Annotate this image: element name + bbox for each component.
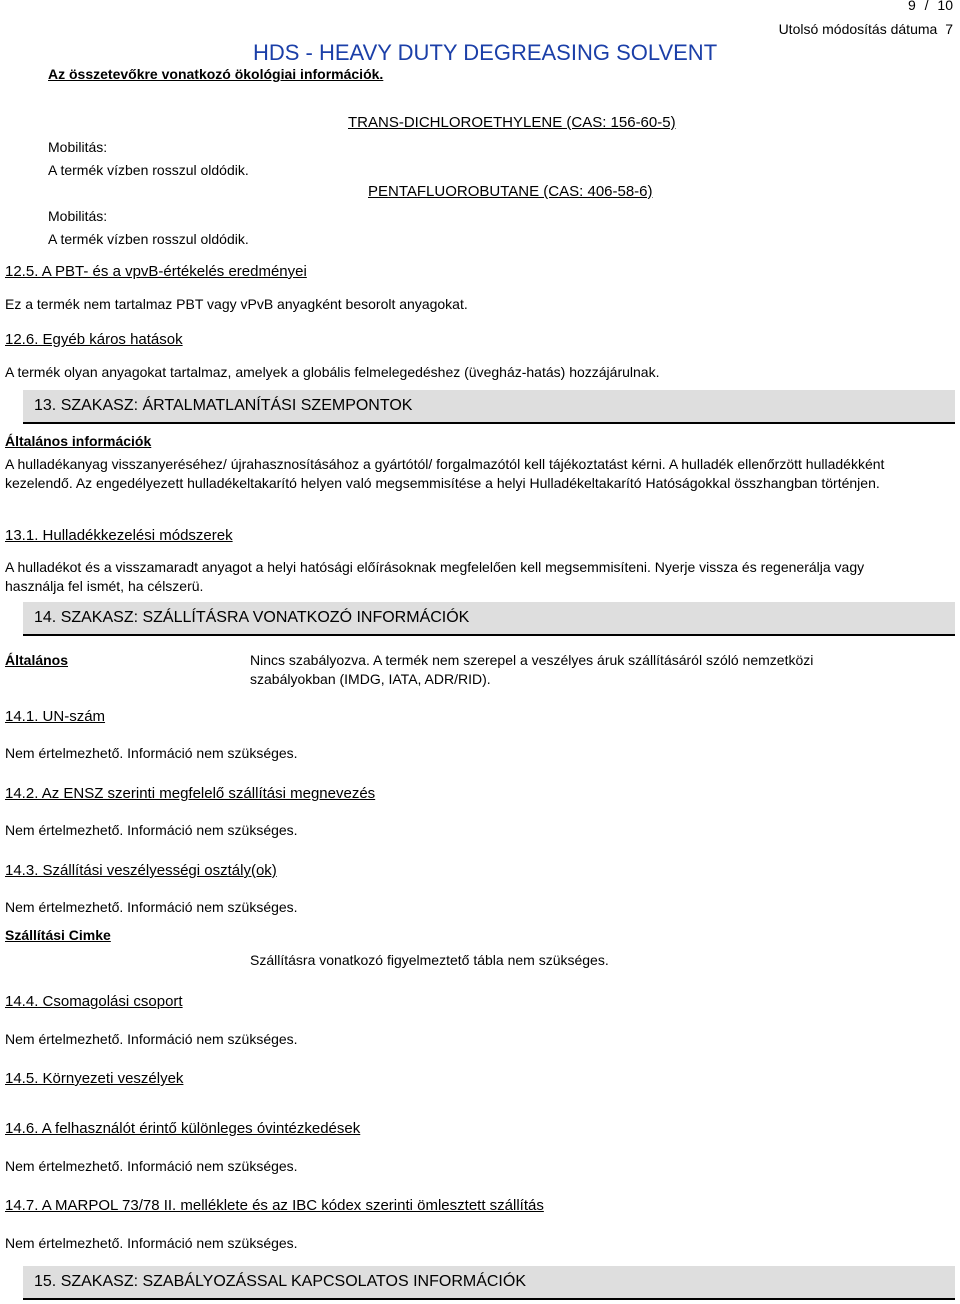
section-12-6-text: A termék olyan anyagokat tartalmaz, amelyek a globális felmelegedéshez (üvegház-hatás) hozzájárulnak. [5, 364, 660, 380]
general-info-heading: Általános információk [5, 433, 152, 449]
section-14-6-heading: 14.6. A felhasználót érintő különleges óvintézkedések [5, 1120, 361, 1137]
mobility-2-text: A termék vízben rosszul oldódik. [48, 231, 249, 247]
section-13-band [23, 390, 955, 424]
section-12-5-text: Ez a termék nem tartalmaz PBT vagy vPvB anyagként besorolt anyagokat. [5, 296, 468, 312]
transport-general-label: Általános [5, 652, 69, 668]
section-13-1-heading: 13.1. Hulladékkezelési módszerek [5, 527, 233, 544]
transport-label-heading: Szállítási Cimke [5, 927, 111, 943]
section-14-3-text: Nem értelmezhető. Információ nem szükséges. [5, 899, 298, 915]
section-14-7-heading: 14.7. A MARPOL 73/78 II. melléklete és az IBC kódex szerinti ömlesztett szállítás [5, 1197, 544, 1214]
revision-date [779, 21, 953, 37]
section-14-1-heading: 14.1. UN-szám [5, 708, 106, 725]
page-separator: / [924, 0, 929, 13]
revision-date-label: Utolsó módosítás dátuma [778, 21, 938, 37]
section-14-4-text: Nem értelmezhető. Információ nem szükséges. [5, 1031, 298, 1047]
substance-1-name: TRANS-DICHLOROETHYLENE (CAS: 156-60-5) [348, 114, 676, 131]
section-14-5-heading: 14.5. Környezeti veszélyek [5, 1070, 184, 1087]
section-13-title: 13. SZAKASZ: ÁRTALMATLANÍTÁSI SZEMPONTOK [34, 397, 413, 414]
section-14-4-heading: 14.4. Csomagolási csoport [5, 993, 183, 1010]
eco-components-heading: Az összetevőkre vonatkozó ökológiai információk. [48, 66, 384, 82]
section-14-band [23, 602, 955, 636]
page-number [908, 0, 953, 13]
page-total: 10 [937, 0, 953, 13]
page-current: 9 [907, 0, 916, 13]
transport-general-text: Nincs szabályozva. A termék nem szerepel a veszélyes áruk szállításáról szóló nemzetközi szabályokban (IMDG, IATA, ADR/RID). [250, 652, 814, 687]
transport-label-text: Szállításra vonatkozó figyelmeztető tábla nem szükséges. [250, 952, 609, 968]
section-14-1-text: Nem értelmezhető. Információ nem szükséges. [5, 745, 298, 761]
mobility-1-text: A termék vízben rosszul oldódik. [48, 162, 249, 178]
substance-2-name: PENTAFLUOROBUTANE (CAS: 406-58-6) [368, 183, 653, 200]
mobility-2-label: Mobilitás: [48, 208, 108, 224]
revision-date-value: 7 [945, 21, 953, 37]
section-15-title: 15. SZAKASZ: SZABÁLYOZÁSSAL KAPCSOLATOS INFORMÁCIÓK [34, 1273, 526, 1290]
section-14-2-text: Nem értelmezhető. Információ nem szükséges. [5, 822, 298, 838]
section-14-title: 14. SZAKASZ: SZÁLLÍTÁSRA VONATKOZÓ INFORMÁCIÓK [34, 609, 470, 626]
section-14-6-text: Nem értelmezhető. Információ nem szükséges. [5, 1158, 298, 1174]
mobility-1-label: Mobilitás: [48, 139, 108, 155]
section-13-1-text: A hulladékot és a visszamaradt anyagot a helyi hatósági előírásoknak megfelelően kell megsemmisíteni. Nyerje vissza és regenerálja vagy használja fel ismét, ha célszerü. [5, 559, 865, 594]
general-info-text: A hulladékanyag visszanyeréséhez/ újrahasznosításához a gyártótól/ forgalmazótól kell tájékoztatást kérni. A hulladék ellenőrzött hulladékként kezelendő. Az engedélyezett hulladékeltakarító helyen való megsemmisítése a helyi Hulladékeltakarító Hatóságokkal összhangban történjen. [5, 456, 885, 491]
section-12-6-heading: 12.6. Egyéb káros hatások [5, 331, 183, 348]
section-14-2-heading: 14.2. Az ENSZ szerinti megfelelő szállítási megnevezés [5, 785, 376, 802]
section-14-3-heading: 14.3. Szállítási veszélyességi osztály(ok) [5, 862, 277, 879]
document-title: HDS - HEAVY DUTY DEGREASING SOLVENT [253, 40, 718, 65]
section-12-5-heading: 12.5. A PBT- és a vpvB-értékelés eredményei [5, 263, 307, 280]
section-15-band [23, 1266, 955, 1300]
section-14-7-text: Nem értelmezhető. Információ nem szükséges. [5, 1235, 298, 1251]
